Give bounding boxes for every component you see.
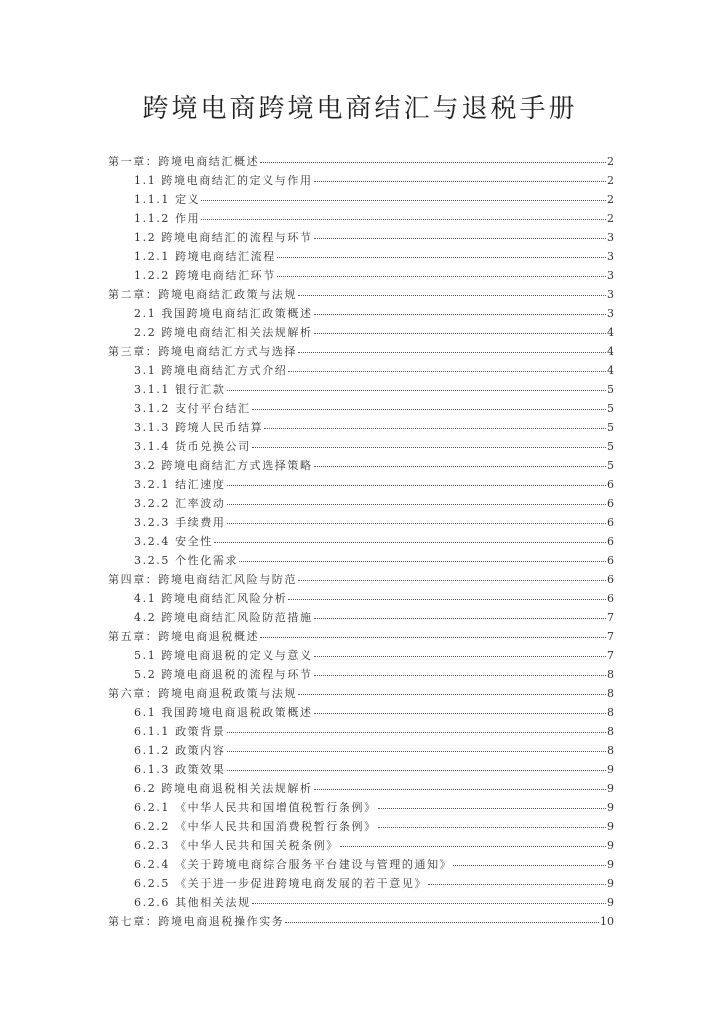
toc-leader-dots: [314, 314, 606, 315]
toc-leader-dots: [314, 656, 606, 657]
toc-entry-label: 3.2.2 汇率波动: [134, 497, 226, 510]
toc-section-entry[interactable]: [108, 267, 614, 286]
toc-page-number: 5: [607, 421, 614, 434]
toc-page-number: 4: [607, 364, 614, 377]
toc-page-number: 5: [607, 459, 614, 472]
toc-leader-dots: [277, 257, 606, 258]
toc-leader-dots: [288, 599, 606, 600]
toc-leader-dots: [314, 466, 606, 467]
toc-section-entry[interactable]: [108, 438, 614, 457]
toc-entry-label: 第七章：跨境电商退税操作实务: [108, 915, 285, 928]
toc-page-number: 6: [607, 497, 614, 510]
toc-section-entry[interactable]: [108, 894, 614, 913]
toc-leader-dots: [428, 884, 606, 885]
toc-section-entry[interactable]: [108, 514, 614, 533]
toc-leader-dots: [340, 846, 606, 847]
toc-page-number: 2: [607, 193, 614, 206]
toc-section-entry[interactable]: [108, 305, 614, 324]
toc-page-number: 2: [607, 174, 614, 187]
toc-entry-label: 5.1 跨境电商退税的定义与意义: [134, 649, 313, 662]
toc-leader-dots: [227, 523, 607, 524]
toc-section-entry[interactable]: [108, 210, 614, 229]
toc-entry-label: 1.2.1 跨境电商结汇流程: [134, 250, 276, 263]
toc-leader-dots: [285, 922, 599, 923]
toc-section-entry[interactable]: [108, 818, 614, 837]
toc-chapter-entry[interactable]: [108, 913, 614, 932]
toc-leader-dots: [298, 694, 606, 695]
toc-section-entry[interactable]: [108, 666, 614, 685]
toc-leader-dots: [252, 409, 606, 410]
toc-leader-dots: [227, 770, 607, 771]
toc-page-number: 2: [607, 155, 614, 168]
toc-section-entry[interactable]: [108, 742, 614, 761]
toc-chapter-entry[interactable]: [108, 685, 614, 704]
toc-entry-label: 6.2.2 《中华人民共和国消费税暂行条例》: [134, 820, 377, 833]
toc-entry-label: 3.1.3 跨境人民币结算: [134, 421, 264, 434]
toc-entry-label: 6.1.3 政策效果: [134, 763, 226, 776]
toc-entry-label: 1.1.1 定义: [134, 193, 201, 206]
toc-page-number: 9: [607, 858, 614, 871]
toc-section-entry[interactable]: [108, 495, 614, 514]
toc-entry-label: 3.1 跨境电商结汇方式介绍: [134, 364, 288, 377]
toc-page-number: 2: [607, 212, 614, 225]
toc-entry-label: 1.1 跨境电商结汇的定义与作用: [134, 174, 313, 187]
toc-entry-label: 6.2.1 《中华人民共和国增值税暂行条例》: [134, 801, 377, 814]
toc-leader-dots: [252, 903, 606, 904]
toc-leader-dots: [214, 542, 606, 543]
toc-section-entry[interactable]: [108, 552, 614, 571]
toc-leader-dots: [378, 827, 606, 828]
toc-chapter-entry[interactable]: [108, 153, 614, 172]
toc-page-number: 6: [607, 516, 614, 529]
toc-section-entry[interactable]: [108, 381, 614, 400]
toc-chapter-entry[interactable]: [108, 628, 614, 647]
toc-section-entry[interactable]: [108, 704, 614, 723]
toc-section-entry[interactable]: [108, 761, 614, 780]
toc-entry-label: 第二章：跨境电商结汇政策与法规: [108, 288, 297, 301]
toc-chapter-entry[interactable]: [108, 571, 614, 590]
toc-section-entry[interactable]: [108, 324, 614, 343]
toc-entry-label: 1.2.2 跨境电商结汇环节: [134, 269, 276, 282]
toc-page-number: 8: [607, 668, 614, 681]
toc-page-number: 3: [607, 307, 614, 320]
toc-section-entry[interactable]: [108, 590, 614, 609]
toc-entry-label: 6.1 我国跨境电商退税政策概述: [134, 706, 313, 719]
toc-page-number: 9: [607, 820, 614, 833]
toc-leader-dots: [227, 485, 607, 486]
toc-entry-label: 3.2 跨境电商结汇方式选择策略: [134, 459, 313, 472]
toc-entry-label: 3.2.4 安全性: [134, 535, 213, 548]
toc-page-number: 9: [607, 877, 614, 890]
toc-leader-dots: [314, 713, 606, 714]
toc-section-entry[interactable]: [108, 533, 614, 552]
toc-section-entry[interactable]: [108, 875, 614, 894]
toc-section-entry[interactable]: [108, 419, 614, 438]
toc-page-number: 3: [607, 288, 614, 301]
toc-page-number: 8: [607, 687, 614, 700]
toc-leader-dots: [201, 200, 606, 201]
toc-entry-label: 4.1 跨境电商结汇风险分析: [134, 592, 288, 605]
toc-section-entry[interactable]: [108, 780, 614, 799]
toc-entry-label: 6.2.6 其他相关法规: [134, 896, 251, 909]
toc-leader-dots: [314, 789, 606, 790]
toc-entry-label: 3.1.4 货币兑换公司: [134, 440, 251, 453]
toc-leader-dots: [298, 295, 606, 296]
table-of-contents: [108, 153, 614, 932]
toc-entry-label: 第五章：跨境电商退税概述: [108, 630, 260, 643]
toc-leader-dots: [260, 637, 606, 638]
toc-section-entry[interactable]: [108, 856, 614, 875]
toc-chapter-entry[interactable]: [108, 286, 614, 305]
toc-section-entry[interactable]: [108, 172, 614, 191]
toc-section-entry[interactable]: [108, 191, 614, 210]
toc-page-number: 3: [607, 269, 614, 282]
toc-leader-dots: [264, 428, 606, 429]
toc-entry-label: 6.2.3 《中华人民共和国关税条例》: [134, 839, 339, 852]
toc-page-number: 5: [607, 440, 614, 453]
toc-page-number: 10: [600, 915, 614, 928]
toc-entry-label: 6.1.2 政策内容: [134, 744, 226, 757]
toc-page-number: 3: [607, 231, 614, 244]
toc-entry-label: 3.2.3 手续费用: [134, 516, 226, 529]
toc-leader-dots: [227, 751, 607, 752]
toc-entry-label: 5.2 跨境电商退税的流程与环节: [134, 668, 313, 681]
toc-page-number: 4: [607, 326, 614, 339]
toc-page-number: 6: [607, 573, 614, 586]
toc-section-entry[interactable]: [108, 837, 614, 856]
toc-page-number: 9: [607, 801, 614, 814]
toc-leader-dots: [314, 238, 606, 239]
toc-page-number: 8: [607, 744, 614, 757]
toc-leader-dots: [314, 675, 606, 676]
toc-entry-label: 第三章：跨境电商结汇方式与选择: [108, 345, 297, 358]
toc-page-number: 8: [607, 706, 614, 719]
toc-page-number: 8: [607, 725, 614, 738]
toc-entry-label: 3.1.1 银行汇款: [134, 383, 226, 396]
toc-leader-dots: [298, 580, 606, 581]
toc-leader-dots: [260, 162, 606, 163]
toc-entry-label: 1.2 跨境电商结汇的流程与环节: [134, 231, 313, 244]
toc-leader-dots: [227, 504, 607, 505]
toc-entry-label: 2.2 跨境电商结汇相关法规解析: [134, 326, 313, 339]
toc-entry-label: 第一章：跨境电商结汇概述: [108, 155, 260, 168]
toc-page-number: 6: [607, 535, 614, 548]
toc-page-number: 9: [607, 782, 614, 795]
toc-entry-label: 1.1.2 作用: [134, 212, 201, 225]
toc-entry-label: 3.2.5 个性化需求: [134, 554, 239, 567]
toc-leader-dots: [239, 561, 606, 562]
toc-leader-dots: [227, 732, 607, 733]
toc-page-number: 6: [607, 478, 614, 491]
toc-page-number: 7: [607, 630, 614, 643]
toc-section-entry[interactable]: [108, 248, 614, 267]
toc-page-number: 5: [607, 383, 614, 396]
toc-entry-label: 第六章：跨境电商退税政策与法规: [108, 687, 297, 700]
toc-section-entry[interactable]: [108, 476, 614, 495]
toc-section-entry[interactable]: [108, 723, 614, 742]
toc-page-number: 3: [607, 250, 614, 263]
toc-page-number: 9: [607, 839, 614, 852]
toc-page-number: 4: [607, 345, 614, 358]
toc-leader-dots: [314, 618, 606, 619]
toc-page-number: 5: [607, 402, 614, 415]
toc-leader-dots: [252, 447, 606, 448]
toc-leader-dots: [201, 219, 606, 220]
toc-page-number: 7: [607, 611, 614, 624]
toc-section-entry[interactable]: [108, 362, 614, 381]
toc-leader-dots: [288, 371, 606, 372]
toc-section-entry[interactable]: [108, 609, 614, 628]
toc-section-entry[interactable]: [108, 229, 614, 248]
toc-leader-dots: [298, 352, 606, 353]
toc-leader-dots: [277, 276, 606, 277]
toc-entry-label: 6.2.4 《关于跨境电商综合服务平台建设与管理的通知》: [134, 858, 453, 871]
toc-entry-label: 第四章：跨境电商结汇风险与防范: [108, 573, 297, 586]
toc-section-entry[interactable]: [108, 457, 614, 476]
toc-page-number: 7: [607, 649, 614, 662]
toc-section-entry[interactable]: [108, 400, 614, 419]
document-title: 跨境电商跨境电商结汇与退税手册: [142, 94, 578, 124]
toc-page-number: 9: [607, 896, 614, 909]
toc-page-number: 6: [607, 592, 614, 605]
toc-leader-dots: [314, 181, 606, 182]
toc-chapter-entry[interactable]: [108, 343, 614, 362]
toc-leader-dots: [378, 808, 606, 809]
toc-entry-label: 4.2 跨境电商结汇风险防范措施: [134, 611, 313, 624]
toc-entry-label: 6.2 跨境电商退税相关法规解析: [134, 782, 313, 795]
toc-leader-dots: [227, 390, 607, 391]
toc-entry-label: 6.2.5 《关于进一步促进跨境电商发展的若干意见》: [134, 877, 428, 890]
toc-page-number: 6: [607, 554, 614, 567]
toc-section-entry[interactable]: [108, 799, 614, 818]
toc-entry-label: 2.1 我国跨境电商结汇政策概述: [134, 307, 313, 320]
toc-entry-label: 3.2.1 结汇速度: [134, 478, 226, 491]
toc-entry-label: 3.1.2 支付平台结汇: [134, 402, 251, 415]
toc-leader-dots: [453, 865, 606, 866]
toc-section-entry[interactable]: [108, 647, 614, 666]
toc-leader-dots: [314, 333, 606, 334]
toc-entry-label: 6.1.1 政策背景: [134, 725, 226, 738]
toc-page-number: 9: [607, 763, 614, 776]
